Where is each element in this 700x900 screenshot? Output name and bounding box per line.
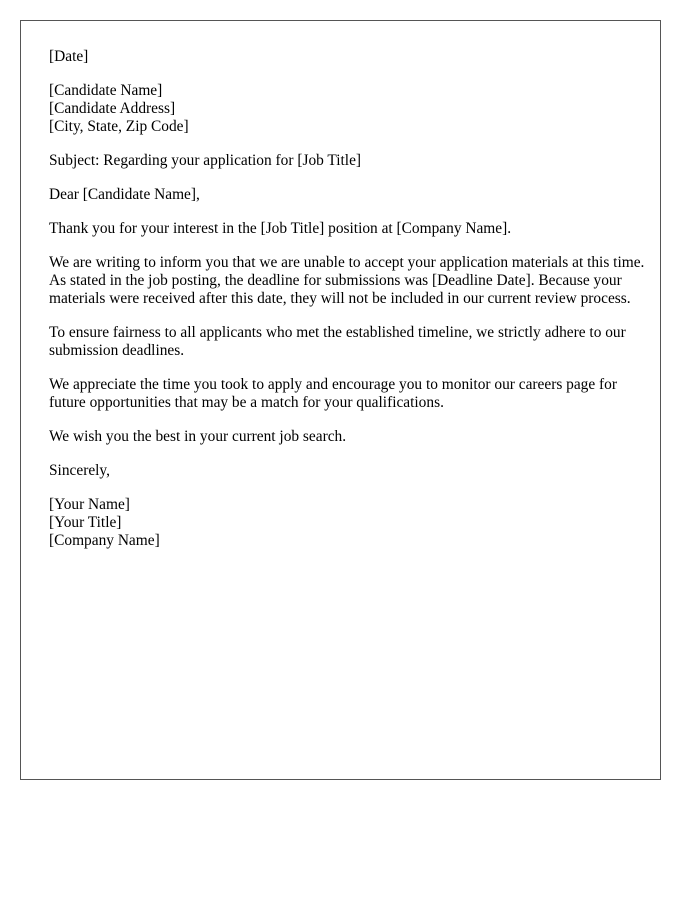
body-paragraph-2: We are writing to inform you that we are unable to accept your application materials at this time. As stated in the job posting, the deadline for submissions was [Deadline Date]. Because your materials were received after this date, they will not be included in our current review process. [49,254,645,307]
body-paragraph-4: We appreciate the time you took to apply and encourage you to monitor our careers page for future opportunities that may be a match for your qualifications. [49,376,618,411]
recipient-block [49,82,649,136]
signature-title: [Your Title] [49,514,122,531]
letter-date: [Date] [49,48,89,65]
letter-closing: Sincerely, [49,462,110,479]
recipient-city-state-zip: [City, State, Zip Code] [49,118,189,135]
signature-block [49,496,649,550]
recipient-address: [Candidate Address] [49,100,176,117]
body-paragraph-1: Thank you for your interest in the [Job Title] position at [Company Name]. [49,220,512,237]
signature-company: [Company Name] [49,532,160,549]
body-paragraph-3: To ensure fairness to all applicants who met the established timeline, we strictly adhere to our submission deadlines. [49,324,626,359]
recipient-name: [Candidate Name] [49,82,163,99]
body-paragraph-5: We wish you the best in your current job search. [49,428,347,445]
signature-name: [Your Name] [49,496,130,513]
letter-subject: Subject: Regarding your application for [Job Title] [49,152,362,169]
letter-salutation: Dear [Candidate Name], [49,186,200,203]
letter-body [49,48,649,566]
